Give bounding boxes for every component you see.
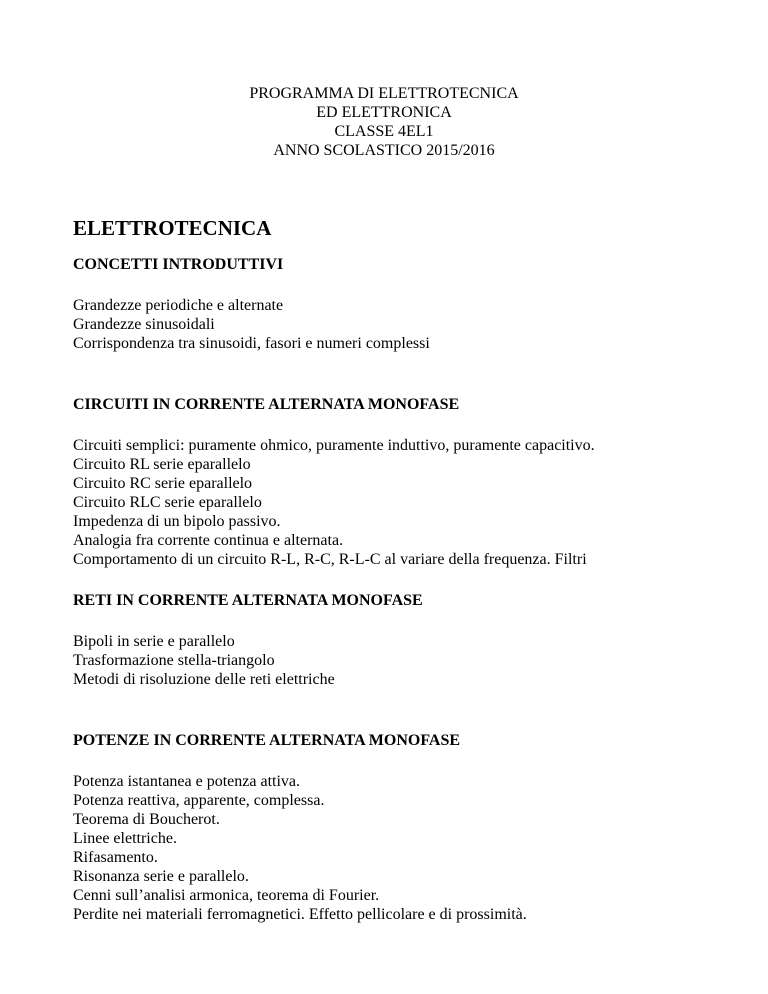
topic-list (73, 436, 753, 569)
main-title: ELETTROTECNICA (73, 216, 272, 240)
list-item: Linee elettriche. (73, 830, 177, 847)
list-item: Circuito RLC serie eparallelo (73, 494, 262, 511)
section-title: POTENZE IN CORRENTE ALTERNATA MONOFASE (73, 732, 461, 749)
section-title: CONCETTI INTRODUTTIVI (73, 256, 284, 273)
list-item: Rifasamento. (73, 849, 158, 866)
list-item: Teorema di Boucherot. (73, 811, 220, 828)
list-item: Perdite nei materiali ferromagnetici. Effetto pellicolare e di prossimità. (73, 906, 527, 923)
list-item: Impedenza di un bipolo passivo. (73, 513, 281, 530)
list-item: Corrispondenza tra sinusoidi, fasori e numeri complessi (73, 335, 430, 352)
section-concetti-introduttivi (73, 255, 753, 353)
list-item: Circuiti semplici: puramente ohmico, puramente induttivo, puramente capacitivo. (73, 437, 595, 454)
header-line-1: PROGRAMMA DI ELETTROTECNICA (249, 85, 519, 102)
section-potenze-corrente-alternata (73, 731, 753, 924)
header-line-4: ANNO SCOLASTICO 2015/2016 (273, 142, 495, 159)
topic-list (73, 772, 753, 924)
document-body (73, 215, 753, 924)
list-item: Bipoli in serie e parallelo (73, 633, 235, 650)
list-item: Circuito RC serie eparallelo (73, 475, 253, 492)
header-line-3: CLASSE 4EL1 (334, 123, 434, 140)
section-title: CIRCUITI IN CORRENTE ALTERNATA MONOFASE (73, 396, 460, 413)
list-item: Risonanza serie e parallelo. (73, 868, 249, 885)
list-item: Grandezze sinusoidali (73, 316, 215, 333)
section-circuiti-corrente-alternata (73, 395, 753, 569)
list-item: Metodi di risoluzione delle reti elettriche (73, 671, 335, 688)
topic-list (73, 632, 753, 689)
list-item: Grandezze periodiche e alternate (73, 297, 284, 314)
list-item: Comportamento di un circuito R-L, R-C, R-L-C al variare della frequenza. Filtri (73, 551, 587, 568)
section-title: RETI IN CORRENTE ALTERNATA MONOFASE (73, 592, 423, 609)
header-line-2: ED ELETTRONICA (316, 104, 452, 121)
list-item: Potenza reattiva, apparente, complessa. (73, 792, 325, 809)
list-item: Cenni sull’analisi armonica, teorema di Fourier. (73, 887, 380, 904)
list-item: Potenza istantanea e potenza attiva. (73, 773, 301, 790)
topic-list (73, 296, 753, 353)
section-reti-corrente-alternata (73, 591, 753, 689)
list-item: Analogia fra corrente continua e alternata. (73, 532, 344, 549)
list-item: Circuito RL serie eparallelo (73, 456, 251, 473)
document-header (0, 84, 768, 160)
list-item: Trasformazione stella-triangolo (73, 652, 275, 669)
